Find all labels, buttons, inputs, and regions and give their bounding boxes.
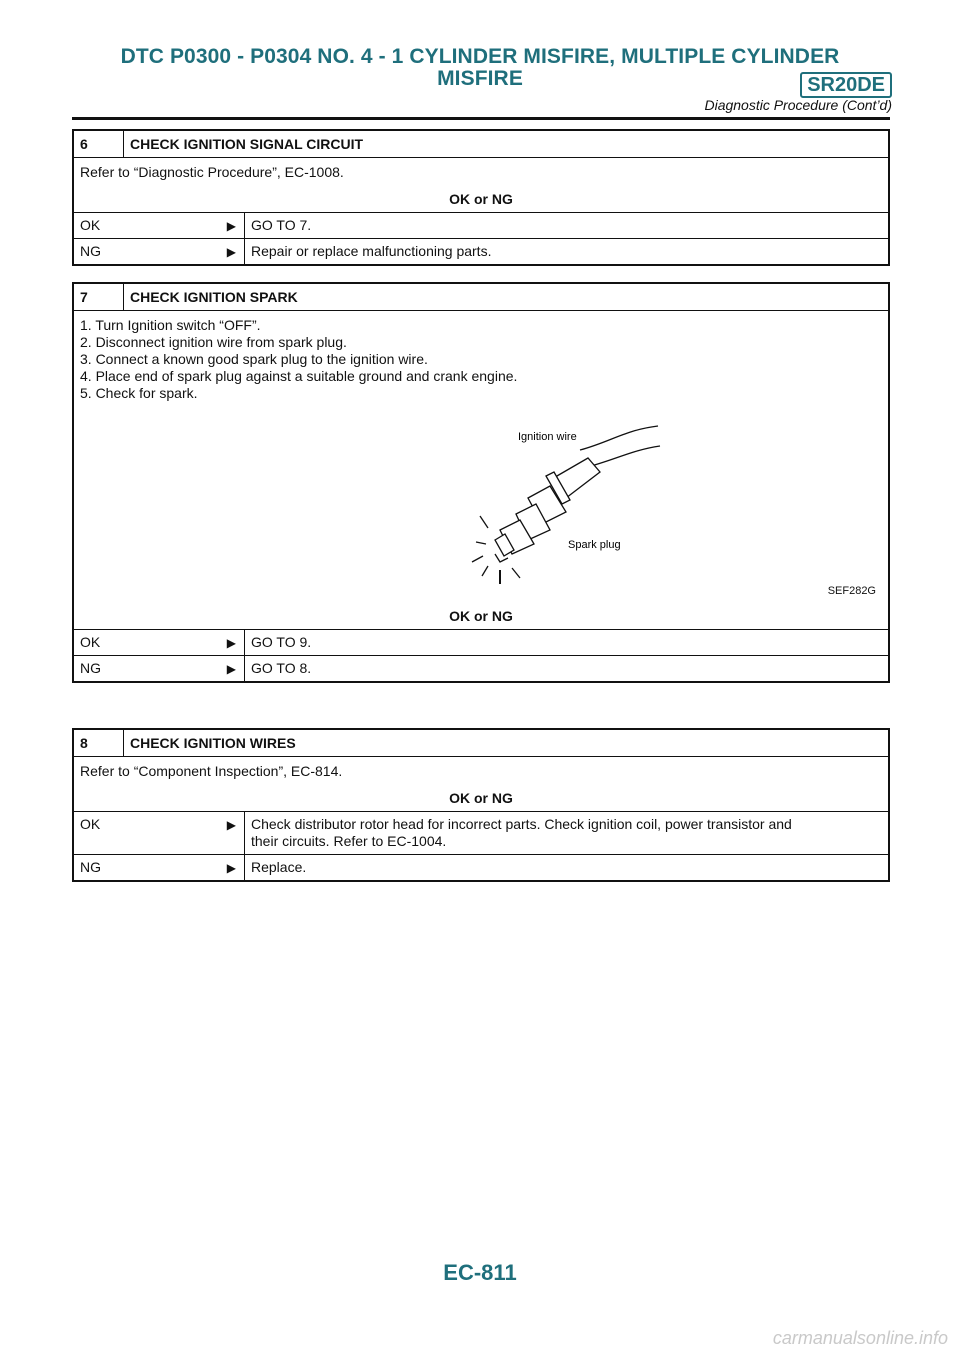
figure-code: SEF282G [827, 585, 876, 597]
ng-action: GO TO 8. [244, 656, 888, 681]
instruction-5: 5. Check for spark. [80, 385, 198, 401]
ok-action: GO TO 9. [244, 630, 888, 655]
step-title: CHECK IGNITION SPARK [130, 288, 298, 305]
spark-plug-label: Spark plug [568, 539, 621, 551]
step-7-body [74, 311, 888, 630]
page-title-line2: MISFIRE [437, 67, 523, 90]
ng-label: NG [80, 243, 101, 259]
ng-action: Repair or replace malfunctioning parts. [244, 239, 888, 264]
ok-action [244, 812, 888, 854]
ok-result-row [74, 812, 888, 855]
ok-result-row [74, 213, 888, 239]
ng-result-row [74, 855, 888, 880]
page-number: EC-811 [443, 1260, 517, 1285]
ng-label: NG [80, 859, 101, 875]
watermark: carmanualsonline.info [772, 1328, 948, 1348]
instruction-2: 2. Disconnect ignition wire from spark plug. [80, 334, 347, 350]
instruction-4: 4. Place end of spark plug against a suitable ground and crank engine. [80, 368, 518, 384]
ng-label: NG [80, 660, 101, 676]
ok-action-line1: Check distributor rotor head for incorrect parts. Check ignition coil, power transistor and [251, 816, 792, 832]
step-number: 6 [74, 131, 124, 157]
ng-result-row [74, 239, 888, 264]
ng-result-row [74, 656, 888, 681]
engine-badge: SR20DE [800, 72, 892, 98]
arrow-right-icon: ▶ [226, 662, 236, 676]
step-8-body [74, 757, 888, 812]
step-6-header [74, 131, 888, 158]
ok-action-line2: their circuits. Refer to EC-1004. [251, 833, 447, 849]
ok-or-ng-label: OK or NG [449, 608, 513, 624]
page-title-line1: DTC P0300 - P0304 NO. 4 - 1 CYLINDER MISFIRE, MULTIPLE CYLINDER [120, 45, 840, 68]
ok-label: OK [80, 634, 101, 650]
step-8-header [74, 730, 888, 757]
page-subtitle: Diagnostic Procedure (Cont’d) [704, 97, 892, 113]
ng-action: Replace. [244, 855, 888, 880]
ok-or-ng-label: OK or NG [449, 790, 513, 806]
step-number: 7 [74, 284, 124, 310]
step-title: CHECK IGNITION WIRES [130, 734, 296, 751]
step-6-block [72, 129, 890, 266]
step-instruction: Refer to “Diagnostic Procedure”, EC-1008. [80, 164, 344, 180]
spark-plug-figure [80, 402, 882, 602]
step-instruction: Refer to “Component Inspection”, EC-814. [80, 763, 343, 779]
spark-plug-illustration [80, 402, 894, 602]
instruction-3: 3. Connect a known good spark plug to the ignition wire. [80, 351, 428, 367]
arrow-right-icon: ▶ [226, 861, 236, 875]
step-8-block [72, 728, 890, 882]
ok-label: OK [80, 816, 101, 832]
step-title: CHECK IGNITION SIGNAL CIRCUIT [130, 135, 364, 152]
instruction-1: 1. Turn Ignition switch “OFF”. [80, 317, 261, 333]
step-7-header [74, 284, 888, 311]
ok-action: GO TO 7. [244, 213, 888, 238]
step-6-body [74, 158, 888, 213]
step-number: 8 [74, 730, 124, 756]
arrow-right-icon: ▶ [226, 219, 236, 233]
arrow-right-icon: ▶ [226, 818, 236, 832]
arrow-right-icon: ▶ [226, 636, 236, 650]
header-divider [72, 117, 890, 120]
ok-result-row [74, 630, 888, 656]
arrow-right-icon: ▶ [226, 245, 236, 259]
step-7-block [72, 282, 890, 683]
ok-or-ng-label: OK or NG [449, 191, 513, 207]
ignition-wire-label: Ignition wire [518, 431, 577, 443]
ok-label: OK [80, 217, 101, 233]
